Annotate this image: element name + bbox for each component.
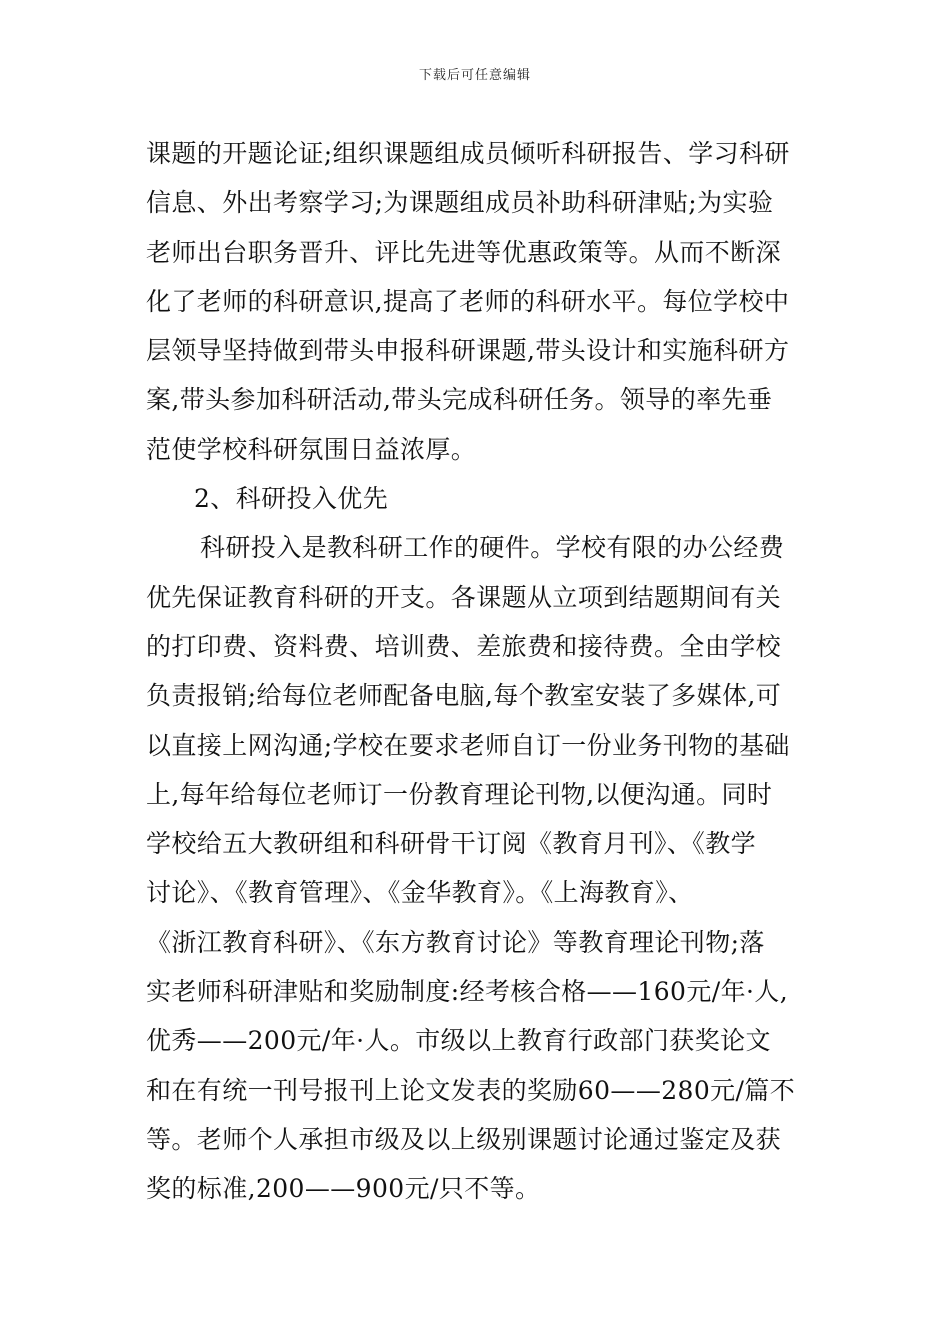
document-body [146, 129, 816, 1214]
text-line: 层领导坚持做到带头申报科研课题,带头设计和实施科研方 [146, 336, 790, 366]
page-header: 下载后可任意编辑 [418, 68, 531, 83]
text-line: 信息、外出考察学习;为课题组成员补助科研津贴;为实验 [146, 188, 774, 218]
text-line: 等。老师个人承担市级及以上级别课题讨论通过鉴定及获 [146, 1124, 782, 1154]
text-line: 以直接上网沟通;学校在要求老师自订一份业务刊物的基础 [146, 730, 790, 760]
text-line: 《浙江教育科研》、《东方教育讨论》等教育理论刊物;落 [146, 927, 765, 957]
text-line: 讨论》、《教育管理》、《金华教育》。《上海教育》、 [146, 878, 694, 908]
text-line: 和在有统一刊号报刊上论文发表的奖励60——280元/篇不 [146, 1075, 796, 1105]
text-line: 范使学校科研氛围日益浓厚。 [146, 434, 477, 464]
text-line: 实老师科研津贴和奖励制度:经考核合格——160元/年·人, [146, 977, 789, 1007]
text-line: 化了老师的科研意识,提高了老师的科研水平。每位学校中 [146, 286, 790, 316]
text-line: 负责报销;给每位老师配备电脑,每个教室安装了多媒体,可 [146, 681, 782, 711]
text-line: 课题的开题论证;组织课题组成员倾听科研报告、学习科研 [146, 139, 790, 168]
text-line: 优秀——200元/年·人。市级以上教育行政部门获奖论文 [146, 1026, 771, 1056]
text-line: 科研投入是教科研工作的硬件。学校有限的办公经费 [200, 533, 785, 563]
section-heading: 2、科研投入优先 [194, 484, 389, 514]
text-line: 的打印费、资料费、培训费、差旅费和接待费。全由学校 [146, 631, 782, 661]
text-line: 奖的标准,200——900元/只不等。 [146, 1174, 541, 1204]
text-line: 案,带头参加科研活动,带头完成科研任务。领导的率先垂 [146, 385, 773, 415]
text-line: 学校给五大教研组和科研骨干订阅《教育月刊》、《教学 [146, 829, 757, 859]
text-line: 上,每年给每位老师订一份教育理论刊物,以便沟通。同时 [146, 779, 773, 809]
text-line: 老师出台职务晋升、评比先进等优惠政策等。从而不断深 [146, 237, 782, 267]
text-line: 优先保证教育科研的开支。各课题从立项到结题期间有关 [146, 582, 782, 612]
